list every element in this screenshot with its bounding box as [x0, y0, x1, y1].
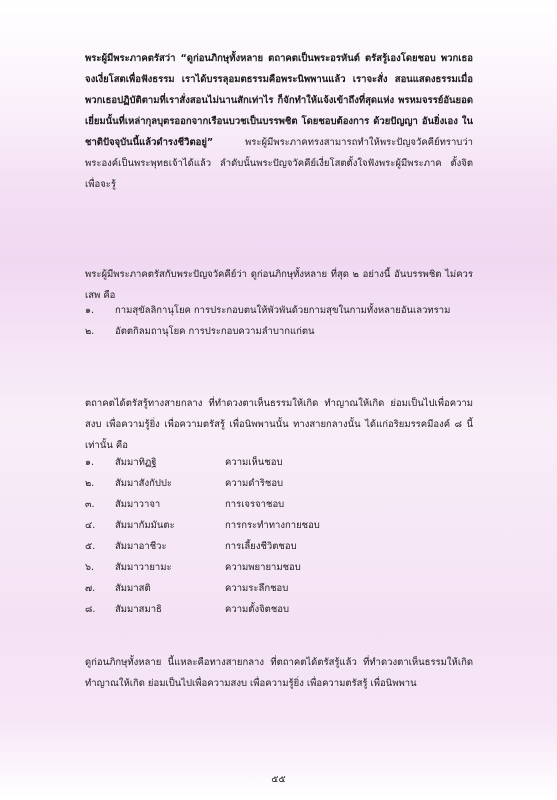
path-meaning: ความระลึกชอบ: [225, 583, 289, 594]
list-text: อัตตกิลมถานุโยค การประกอบความลำบากแก่ตน: [115, 326, 315, 337]
path-term: สัมมาสมาธิ: [115, 604, 162, 615]
path-meaning: ความดำริชอบ: [225, 478, 284, 489]
path-term: สัมมากัมมันตะ: [115, 520, 175, 531]
list-number: ๕.: [85, 541, 96, 552]
list-item: [85, 536, 485, 557]
list-item: [85, 300, 485, 321]
path-term: สัมมาวาจา: [115, 499, 161, 510]
path-term: สัมมาทิฏฐิ: [115, 457, 157, 468]
list-item: [85, 515, 485, 536]
paragraph-tail: พระผู้มีพระภาคทรงสามารถทำให้พระปัญจวัคคีย์ทราบว่า พระองค์เป็นพระพุทธเจ้าได้แล้ว ลำดับนั้นพระปัญจวัคคีย์เงี่ยโสตตั้งใจฟังพระผู้มีพระภาค ตั้งจิตเพื่อจะรู้: [85, 137, 473, 190]
eightfold-path-list: [85, 452, 485, 620]
list-text: กามสุขัลลิกานุโยค การประกอบตนให้พัวพันด้วยกามสุขในกามทั้งหลายอันเลวทราม: [115, 305, 451, 316]
paragraph-two-extremes-intro: พระผู้มีพระภาคตรัสกับพระปัญจวัคคีย์ว่า ดูก่อนภิกษุทั้งหลาย ที่สุด ๒ อย่างนี้ อันบรรพชิต ไม่ควรเสพ คือ: [85, 269, 473, 301]
paragraph-conclusion: ดูก่อนภิกษุทั้งหลาย นี้แหละคือทางสายกลาง ที่ตถาคตได้ตรัสรู้แล้ว ที่ทำดวงตาเห็นธรรมให้เกิด ทำญาณให้เกิด ย่อมเป็นไปเพื่อความสงบ เพื่อความรู้ยิ่ง เพื่อความตรัสรู้ เพื่อนิพพาน: [85, 657, 473, 689]
list-item: [85, 494, 485, 515]
path-term: สัมมาสังกัปปะ: [115, 478, 173, 489]
paragraph-quote: พระผู้มีพระภาคตรัสว่า “ดูก่อนภิกษุทั้งหลาย ตถาคตเป็นพระอรหันต์ ตรัสรู้เองโดยชอบ พวกเธอจงเงี่ยโสตเพื่อฟังธรรม เราได้บรรลุอมตธรรมคือพระนิพพานแล้ว เราจะสั่ง สอนแสดงธรรมเมื่อพวกเธอปฏิบัติตามที่เราสั่งสอนไม่นานสักเท่าไร ก็จักทำให้แจ้งเข้าถึงที่สุดแห่ง พรหมจรรย์อันยอดเยี่ยมนั้นที่เหล่ากุลบุตรออกจากเรือนบวชเป็นบรรพชิต โดยชอบต้องการ ด้วยปัญญา อันยิ่งเอง ในชาติปัจจุบันนี้แล้วดำรงชีวิตอยู่”: [85, 53, 473, 148]
path-meaning: ความตั้งจิตชอบ: [225, 604, 290, 615]
list-item: [85, 599, 485, 620]
page-number: ๕๕: [271, 774, 286, 785]
list-item: [85, 557, 485, 578]
list-number: ๑.: [85, 305, 95, 316]
path-term: สัมมาอาชีวะ: [115, 541, 167, 552]
list-item: [85, 473, 485, 494]
path-meaning: การเจรจาชอบ: [225, 499, 285, 510]
list-item: [85, 578, 485, 599]
list-number: ๗.: [85, 583, 96, 594]
list-item: [85, 321, 485, 342]
path-meaning: ความเห็นชอบ: [225, 457, 283, 468]
path-meaning: การกระทำทางกายชอบ: [225, 520, 320, 531]
paragraph-middle-way-intro: ตถาคตได้ตรัสรู้ทางสายกลาง ที่ทำดวงตาเห็นธรรมให้เกิด ทำญาณให้เกิด ย่อมเป็นไปเพื่อความสงบ เพื่อความรู้ยิ่ง เพื่อความตรัสรู้ เพื่อนิพพานนั้น ทางสายกลางนั้น ได้แก่อริยมรรคมีองค์ ๘ นี้เท่านั้น คือ: [85, 398, 473, 451]
list-number: ๒.: [85, 478, 95, 489]
path-meaning: ความพยายามชอบ: [225, 562, 301, 573]
header-marks: [0, 14, 557, 22]
list-number: ๔.: [85, 520, 96, 531]
two-extremes-list: [85, 300, 485, 342]
list-number: ๘.: [85, 604, 96, 615]
list-number: ๒.: [85, 326, 95, 337]
list-number: ๓.: [85, 499, 95, 510]
list-item: [85, 452, 485, 473]
list-number: ๖.: [85, 562, 95, 573]
list-number: ๑.: [85, 457, 95, 468]
path-term: สัมมาสติ: [115, 583, 151, 594]
path-term: สัมมาวายามะ: [115, 562, 172, 573]
paragraph-first-sermon-announcement: [85, 48, 473, 195]
path-meaning: การเลี้ยงชีวิตชอบ: [225, 541, 297, 552]
